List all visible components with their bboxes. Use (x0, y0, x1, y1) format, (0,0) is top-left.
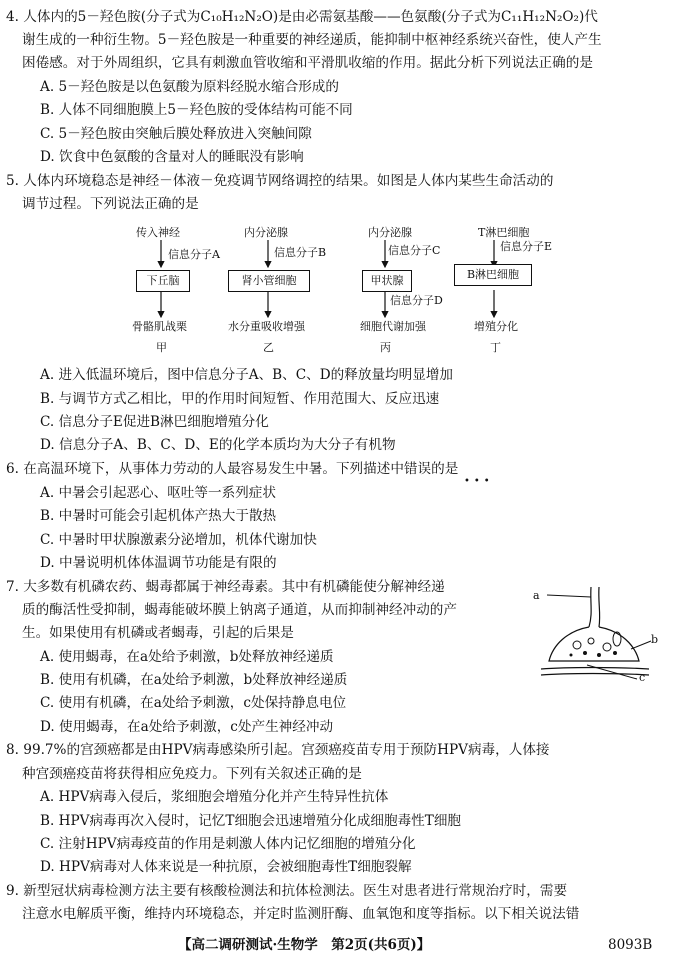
q7-option-a: A. 使用蝎毒，在a处给予刺激，b处释放神经递质 (40, 649, 334, 665)
synapse-drawing (527, 583, 657, 683)
jia-source: 传入神经 (136, 226, 180, 239)
q5-option-a: A. 进入低温环境后，图中信息分子A、B、C、D的释放量均明显增加 (40, 367, 454, 383)
bing-signal-c: 信息分子C (388, 244, 441, 257)
yi-result: 水分重吸收增强 (228, 320, 305, 333)
q7-option-c: C. 使用有机磷，在a处给予刺激，c处保持静息电位 (40, 695, 347, 711)
jia-signal: 信息分子A (168, 248, 220, 261)
yi-source: 内分泌腺 (244, 226, 288, 239)
yi-target-box: 肾小管细胞 (228, 270, 310, 292)
jia-result: 骨骼肌战栗 (132, 320, 187, 333)
q4-stem-line-3: 困倦感。对于外周组织，它具有刺激血管收缩和平滑肌收缩的作用。据此分析下列说法正确的是 (22, 55, 593, 71)
q6-option-b: B. 中暑时可能会引起机体产热大于散热 (40, 508, 277, 524)
jia-target-box: 下丘脑 (136, 270, 190, 292)
q5-stem-line-1: 5. 人体内环境稳态是神经－体液－免疫调节网络调控的结果。如图是人体内某些生命活动的 (6, 173, 554, 189)
q8-stem-line-1: 8. 99.7%的宫颈癌都是由HPV病毒感染所引起。宫颈癌疫苗专用于预防HPV病毒，人体接 (6, 742, 550, 758)
yi-signal: 信息分子B (274, 246, 327, 259)
q4-option-d: D. 饮食中色氨酸的含量对人的睡眠没有影响 (40, 149, 304, 165)
bing-signal-d: 信息分子D (390, 294, 443, 307)
ding-signal: 信息分子E (500, 240, 553, 253)
ding-result: 增殖分化 (474, 320, 518, 333)
q7-stem-line-1: 7. 大多数有机磷农药、蝎毒都属于神经毒素。其中有机磷能使分解神经递 (6, 579, 445, 595)
q9-stem-line-2: 注意水电解质平衡，维持内环境稳态，并定时监测肝酶、血氧饱和度等指标。以下相关说法错 (22, 906, 580, 922)
q6-stem: 6. 在高温环境下，从事体力劳动的人最容易发生中暑。下列描述中错误的是 (6, 461, 459, 477)
synapse-figure (527, 583, 657, 683)
q9-stem-line-1: 9. 新型冠状病毒检测方法主要有核酸检测法和抗体检测法。医生对患者进行常规治疗时，需要 (6, 883, 568, 899)
q8-option-b: B. HPV病毒再次入侵时，记忆T细胞会迅速增殖分化成细胞毒性T细胞 (40, 813, 462, 829)
q5-stem-line-2: 调节过程。下列说法正确的是 (22, 196, 199, 212)
label-a: a (533, 589, 540, 602)
bing-result: 细胞代谢加强 (360, 320, 426, 333)
yi-label: 乙 (263, 341, 274, 354)
q8-option-c: C. 注射HPV病毒疫苗的作用是刺激人体内记忆细胞的增殖分化 (40, 836, 416, 852)
q6-option-a: A. 中暑会引起恶心、呕吐等一系列症状 (40, 485, 276, 501)
ding-label: 丁 (490, 341, 501, 354)
q6-option-d: D. 中暑说明机体体温调节功能是有限的 (40, 555, 277, 571)
jia-label: 甲 (156, 341, 167, 354)
bing-target-box: 甲状腺 (362, 270, 412, 292)
q4-stem-line-2: 谢生成的一种衍生物。5－羟色胺是一种重要的神经递质，能抑制中枢神经系统兴奋性，使人产生 (22, 32, 602, 48)
exam-code: 8093B (608, 937, 653, 953)
label-c: c (639, 671, 646, 684)
q6-option-c: C. 中暑时甲状腺激素分泌增加，机体代谢加快 (40, 532, 317, 548)
q7-stem-line-3: 生。如果使用有机磷或者蝎毒，引起的后果是 (22, 625, 294, 641)
q5-option-c: C. 信息分子E促进B淋巴细胞增殖分化 (40, 414, 269, 430)
q7-option-b: B. 使用有机磷，在a处给予刺激，b处释放神经递质 (40, 672, 348, 688)
q4-stem-line-1: 4. 人体内的5－羟色胺(分子式为C₁₀H₁₂N₂O)是由必需氨基酸——色氨酸(分子式为C₁₁H₁₂N₂O₂)代 (6, 9, 598, 25)
diagram-arrows (128, 222, 548, 362)
q7-stem-line-2: 质的酶活性受抑制，蝎毒能破坏膜上钠离子通道，从而抑制神经冲动的产 (22, 602, 457, 618)
q7-option-d: D. 使用蝎毒，在a处给予刺激，c处产生神经冲动 (40, 719, 334, 735)
bing-label: 丙 (380, 341, 391, 354)
bing-source: 内分泌腺 (368, 226, 412, 239)
q4-option-a: A. 5－羟色胺是以色氨酸为原料经脱水缩合形成的 (40, 79, 339, 95)
q4-option-b: B. 人体不同细胞膜上5－羟色胺的受体结构可能不同 (40, 102, 353, 118)
page-footer: 【高二调研测试·生物学 第2页(共6页)】 (178, 937, 431, 953)
regulation-diagram (128, 222, 553, 362)
q8-stem-line-2: 种宫颈癌疫苗将获得相应免疫力。下列有关叙述正确的是 (22, 766, 362, 782)
ding-source: T淋巴细胞 (478, 226, 530, 239)
q4-option-c: C. 5－羟色胺由突触后膜处释放进入突触间隙 (40, 126, 312, 142)
q5-option-b: B. 与调节方式乙相比，甲的作用时间短暂、作用范围大、反应迅速 (40, 391, 440, 407)
label-b: b (651, 633, 659, 646)
q5-option-d: D. 信息分子A、B、C、D、E的化学本质均为大分子有机物 (40, 437, 396, 453)
q8-option-d: D. HPV病毒对人体来说是一种抗原，会被细胞毒性T细胞裂解 (40, 859, 412, 875)
q8-option-a: A. HPV病毒入侵后，浆细胞会增殖分化并产生特异性抗体 (40, 789, 389, 805)
emphasis-dots: ••• (464, 476, 494, 487)
ding-target-box: B淋巴细胞 (454, 264, 532, 286)
